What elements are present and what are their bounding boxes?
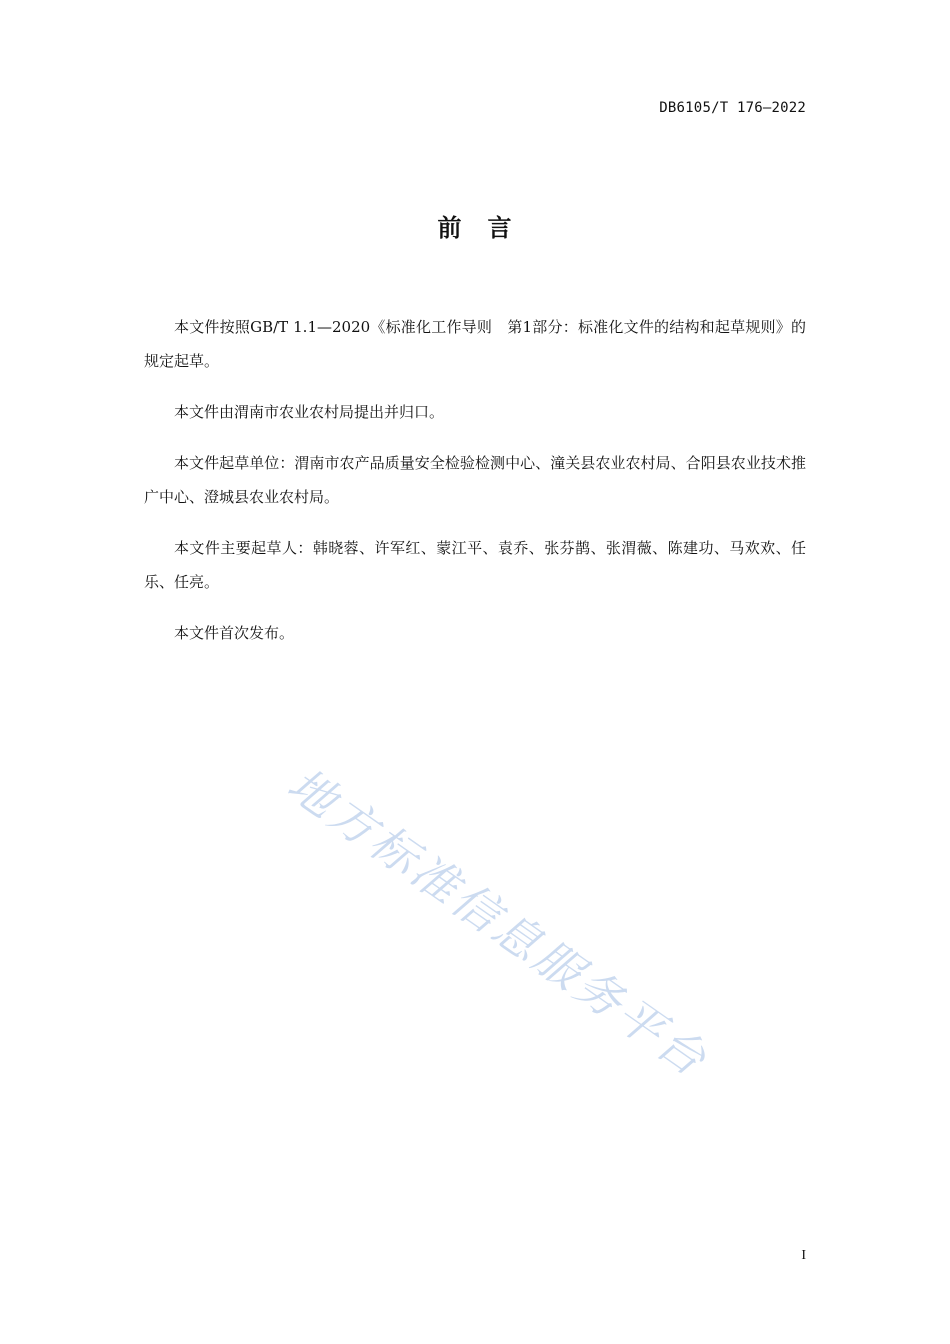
foreword-body — [144, 310, 806, 667]
page-title: 前 言 — [437, 214, 513, 242]
paragraph-first-release: 本文件首次发布。 — [174, 624, 295, 642]
paragraph-drafting-basis: 本文件按照GB/T 1.1—2020《标准化工作导则 第1部分：标准化文件的结构和起草规则》的规定起草。 — [144, 318, 806, 370]
watermark: 地方标准信息服务平台 — [278, 756, 719, 1088]
paragraph-proposer: 本文件由渭南市农业农村局提出并归口。 — [174, 403, 445, 421]
page-number: I — [801, 1248, 806, 1263]
document-code: DB6105/T 176—2022 — [659, 100, 806, 116]
paragraph-drafters: 本文件主要起草人：韩晓蓉、许军红、蒙江平、袁乔、张芬鹊、张渭薇、陈建功、马欢欢、任乐、任亮。 — [144, 539, 806, 591]
paragraph-drafting-units: 本文件起草单位：渭南市农产品质量安全检验检测中心、潼关县农业农村局、合阳县农业技术推广中心、澄城县农业农村局。 — [144, 454, 806, 506]
